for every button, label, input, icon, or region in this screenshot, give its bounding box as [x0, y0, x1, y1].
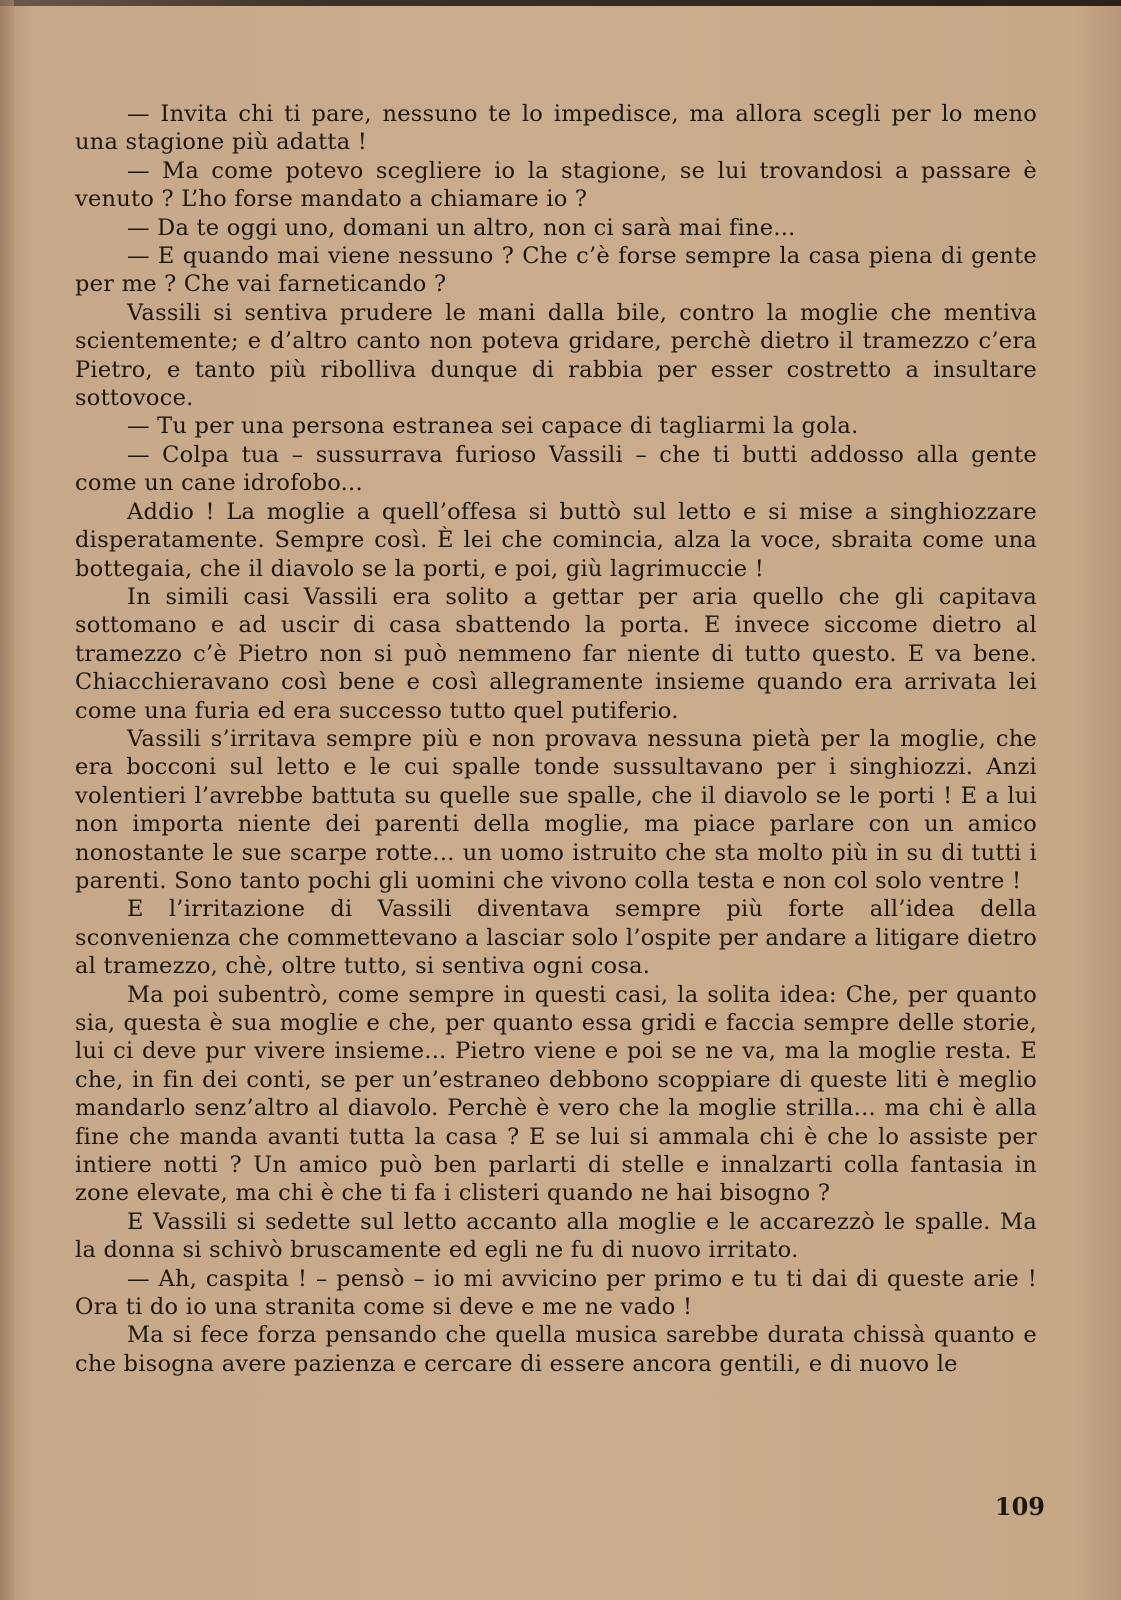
paragraph: — Colpa tua – sussurrava furioso Vassili – che ti butti addosso alla gente come un cane idrofobo...: [75, 441, 1037, 497]
body-text: [75, 100, 1037, 1378]
paragraph: Ma poi subentrò, come sempre in questi casi, la solita idea: Che, per quanto sia, questa è sua moglie e che, per quanto essa gridi e faccia sempre delle storie, lui ci deve pur vivere insieme... Pietro viene e poi se ne va, ma la moglie resta. E che, in fin dei conti, se per un’estraneo debbono scoppiare di queste liti è meglio mandarlo senz’altro al diavolo. Perchè è vero che la moglie strilla... ma chi è alla fine che manda avanti tutta la casa ? E se lui si ammala chi è che lo assiste per intiere notti ? Un amico può ben parlarti di stelle e innalzarti colla fantasia in zone elevate, ma chi è che ti fa i clisteri quando ne hai bisogno ?: [75, 981, 1037, 1207]
paragraph: Ma si fece forza pensando che quella musica sarebbe durata chissà quanto e che bisogna avere pazienza e cercare di essere ancora gentili, e di nuovo le: [75, 1322, 1037, 1377]
paragraph: — Tu per una persona estranea sei capace di tagliarmi la gola.: [127, 413, 859, 440]
paragraph: — Ma come potevo scegliere io la stagione, se lui trovandosi a passare è venuto ? L’ho forse mandato a chiamare io ?: [75, 157, 1037, 213]
page-number: 109: [994, 1492, 1045, 1521]
paragraph: Vassili s’irritava sempre più e non provava nessuna pietà per la moglie, che era bocconi sul letto e le cui spalle tonde sussultavano per i singhiozzi. Anzi volentieri l’avrebbe battuta su quelle sue spalle, che il diavolo se le porti ! E a lui non importa niente dei parenti della moglie, ma piace parlare con un amico nonostante le sue scarpe rotte... un uomo istruito che sta molto più in su di tutti i parenti. Sono tanto pochi gli uomini che vivono colla testa e non col solo ventre !: [75, 725, 1037, 894]
paragraph: E Vassili si sedette sul letto accanto alla moglie e le accarezzò le spalle. Ma la donna si schivò bruscamente ed egli ne fu di nuovo irritato.: [75, 1208, 1037, 1264]
paragraph: In simili casi Vassili era solito a gettar per aria quello che gli capitava sottomano e ad uscir di casa sbattendo la porta. E invece siccome dietro al tramezzo c’è Pietro non si può nemmeno far niente di tutto questo. E va bene. Chiacchieravano così bene e così allegramente insieme quando era arrivata lei come una furia ed era successo tutto quel putiferio.: [75, 583, 1037, 724]
paragraph: — Ah, caspita ! – pensò – io mi avvicino per primo e tu ti dai di queste arie ! Ora ti do io una stranita come si deve e me ne vado !: [75, 1265, 1037, 1321]
paragraph: — Da te oggi uno, domani un altro, non ci sarà mai fine...: [127, 214, 796, 241]
scan-left-edge: [0, 0, 14, 1600]
scan-top-edge: [0, 0, 1121, 6]
paragraph: E l’irritazione di Vassili diventava sempre più forte all’idea della sconvenienza che commettevano a lasciar solo l’ospite per andare a litigare dietro al tramezzo, chè, oltre tutto, si sentiva ogni cosa.: [75, 896, 1037, 980]
paragraph: Addio ! La moglie a quell’offesa si buttò sul letto e si mise a singhiozzare disperatamente. Sempre così. È lei che comincia, alza la voce, sbraita come una bottegaia, che il diavolo se la porti, e poi, giù lagrimuccie !: [75, 498, 1037, 582]
paragraph: — Invita chi ti pare, nessuno te lo impedisce, ma allora scegli per lo meno una stagione più adatta !: [75, 101, 1037, 156]
paragraph: — E quando mai viene nessuno ? Che c’è forse sempre la casa piena di gente per me ? Che vai farneticando ?: [75, 243, 1037, 298]
paragraph: Vassili si sentiva prudere le mani dalla bile, contro la moglie che mentiva scientemente; e d’altro canto non poteva gridare, perchè dietro il tramezzo c’era Pietro, e tanto più ribolliva dunque di rabbia per esser costretto a insultare sottovoce.: [75, 299, 1037, 412]
